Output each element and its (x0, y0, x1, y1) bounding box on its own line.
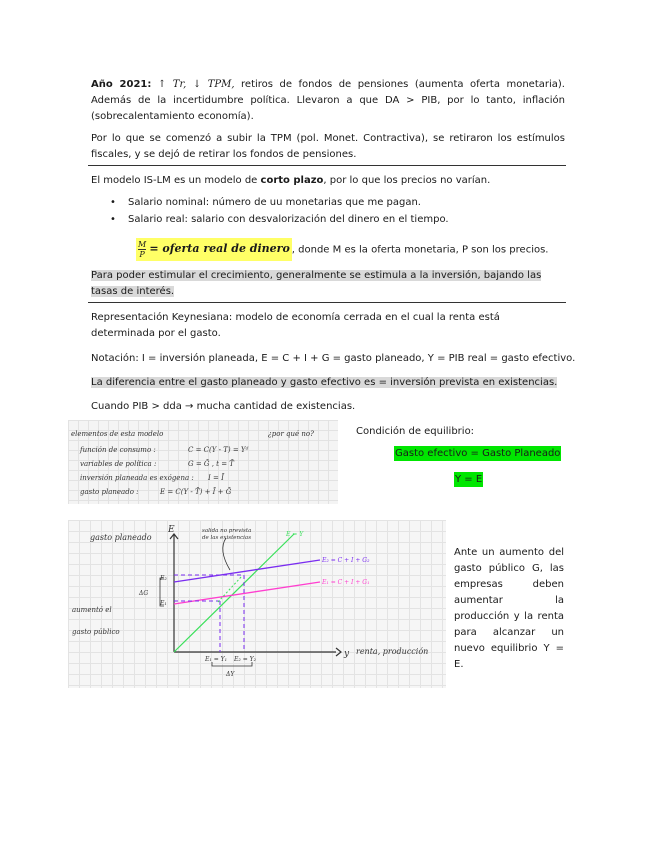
section-divider (88, 302, 566, 303)
paragraph-inventory (91, 399, 565, 415)
paragraph-2021 (91, 77, 565, 125)
note-arrow (223, 538, 230, 570)
formula-description: , donde M es la oferta monetaria, P son los precios. (291, 244, 549, 256)
equilibrium-line-1-text: Gasto efectivo = Gasto Planeado (395, 448, 561, 459)
paragraph-keynesian (91, 310, 565, 342)
notes-line: C = C(Y - T) = Yᵈ (188, 446, 249, 454)
paragraph-2021-text: retiros de fondos de pensiones (aumenta oferta monetaria). Además de la incertidumbre política. Llevaron a que DA > PIB, por lo tanto, inflación (sobrecalentamiento economía). (91, 79, 565, 122)
paragraph-stimulus-text: Para poder estimular el crecimiento, generalmente se estimula a la inversión, bajando las tasas de interés. (91, 270, 542, 297)
right-paragraph-text: Ante un aumento del gasto público G, las empresas deben aumentar la producción y la renta para alcanzar un nuevo equilibrio Y = E. (454, 547, 564, 670)
x-axis-arrow (336, 648, 341, 656)
fraction-denominator: P (139, 250, 145, 259)
paragraph-inventory-text: Cuando PIB > dda → mucha cantidad de existencias. (91, 401, 356, 412)
label-45: E = Y (286, 531, 304, 538)
formula-highlight (136, 238, 292, 261)
keynesian-cross-graph (68, 520, 446, 688)
paragraph-notation-text: Notación: I = inversión planeada, E = C + I + G = gasto planeado, Y = PIB real = gasto efectivo. (91, 353, 576, 364)
paragraph-keynesian-text: Representación Keynesiana: modelo de economía cerrada en el cual la renta está determinada por el gasto. (91, 312, 500, 339)
paragraph-notation (91, 351, 576, 367)
delta-g-label: ΔG (139, 590, 149, 597)
paragraph-islm-post: , por lo que los precios no varían. (323, 175, 491, 186)
notes-line: I = Ī (208, 474, 224, 482)
real-money-formula (136, 238, 549, 260)
notes-line: G = Ḡ , t = T̄ (188, 460, 234, 468)
line-45 (174, 534, 294, 652)
bullet-icon: • (110, 214, 116, 225)
paragraph-difference-text: La diferencia entre el gasto planeado y gasto efectivo es = inversión prevista en existencias. (91, 377, 558, 388)
paragraph-difference (91, 375, 565, 391)
note-top-line-2: de las existencias (202, 535, 252, 541)
line-e2 (174, 560, 320, 582)
right-paragraph (454, 545, 564, 673)
bullet-icon: • (110, 197, 116, 208)
paragraph-tpm (91, 131, 565, 163)
x-axis-label: y (344, 649, 350, 659)
x-axis-title: renta, producción (356, 647, 429, 656)
paragraph-stimulus (91, 268, 565, 300)
year-label: Año 2021: (91, 79, 152, 90)
label-e1: E₁ = C + I + G₁ (322, 579, 370, 586)
notes-line: variables de política : (80, 460, 157, 468)
delta-y-label: ΔY (226, 671, 235, 678)
left-note-2: gasto público (72, 628, 120, 636)
equilibrium-title: Condición de equilibrio: (356, 426, 475, 437)
notes-line: E = C(Y - T̄) + Ī + Ḡ (160, 488, 232, 496)
label-e2: E₂ = C + I + G₂ (322, 557, 370, 564)
paragraph-islm (91, 173, 565, 189)
graph-svg (68, 520, 446, 688)
x2-label: E₂ = Y₂ (234, 656, 256, 663)
tick-e2: E₂ (160, 575, 167, 582)
tick-e1: E₁ (160, 600, 167, 607)
y-axis-label: E (168, 525, 175, 535)
equilibrium-line-2 (454, 472, 483, 488)
note-top-line-1: salida no prevista (202, 528, 252, 534)
notes-line: ¿por qué no? (268, 430, 314, 438)
left-note-1: aumentó el (72, 606, 112, 614)
notes-line: función de consumo : (80, 446, 156, 454)
notes-line: inversión planeada es exógena : (80, 474, 194, 482)
list-item-text: Salario nominal: número de uu monetarias que me pagan. (128, 197, 421, 208)
fraction (138, 240, 146, 259)
paragraph-islm-pre: El modelo IS-LM es un modelo de (91, 175, 261, 186)
formula-text: = oferta real de dinero (149, 242, 290, 255)
notes-line: elementos de esta modelo (71, 430, 164, 438)
equilibrium-line-1 (394, 446, 561, 462)
inline-math: ↑ Tr, ↓ TPM, (151, 79, 235, 90)
notes-line: gasto planeado : (80, 488, 139, 496)
paragraph-tpm-text: Por lo que se comenzó a subir la TPM (pol. Monet. Contractiva), se retiraron los estímulos fiscales, y se dejó de retirar los fondos de pensiones. (91, 133, 565, 160)
x1-label: E₁ = Y₁ (205, 656, 227, 663)
section-divider (88, 165, 566, 166)
fraction-numerator: M (138, 240, 147, 249)
handwritten-notes-image (68, 420, 338, 504)
y-axis-title: gasto planeado (90, 533, 152, 542)
paragraph-islm-bold: corto plazo (260, 175, 324, 186)
equilibrium-line-2-text: Y = E (455, 474, 483, 485)
list-item-text: Salario real: salario con desvalorización del dinero en el tiempo. (128, 214, 449, 225)
